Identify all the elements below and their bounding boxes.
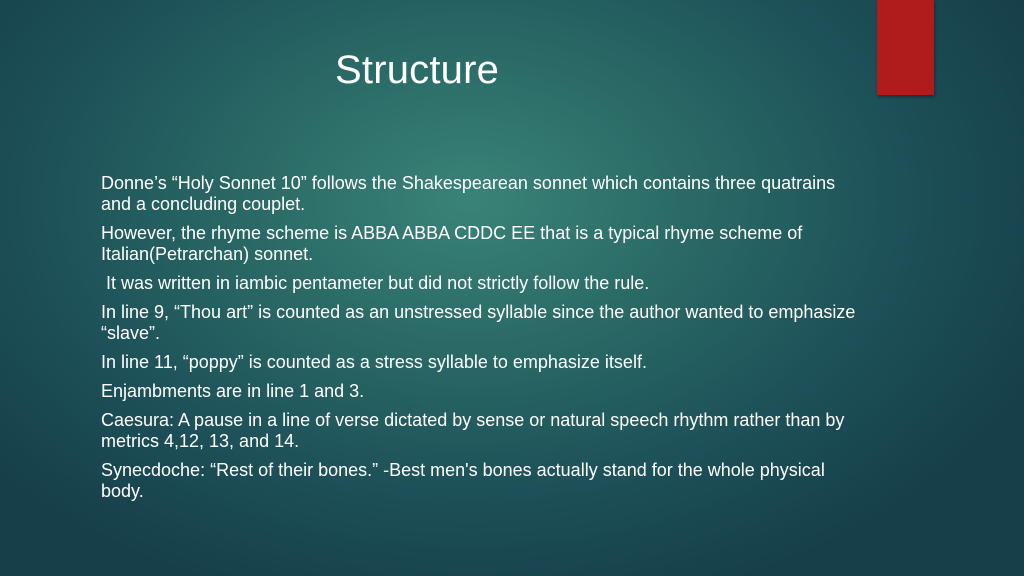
paragraph-rhyme-scheme: However, the rhyme scheme is ABBA ABBA CDDC EE that is a typical rhyme scheme of Italian(Petrarchan) sonnet. (101, 223, 803, 264)
paragraph-enjambments: Enjambments are in line 1 and 3. (101, 381, 365, 401)
slide-body (101, 173, 861, 510)
paragraph-line-9: In line 9, “Thou art” is counted as an unstressed syllable since the author wanted to emphasize “slave”. (101, 302, 856, 343)
accent-rectangle (877, 0, 934, 95)
slide-title: Structure (335, 48, 500, 92)
paragraph-structure: Donne’s “Holy Sonnet 10” follows the Shakespearean sonnet which contains three quatrains and a concluding couplet. (101, 173, 836, 214)
paragraph-synecdoche: Synecdoche: “Rest of their bones.” -Best men's bones actually stand for the whole physical body. (101, 460, 825, 501)
paragraph-meter: It was written in iambic pentameter but did not strictly follow the rule. (101, 273, 650, 293)
paragraph-line-11: In line 11, “poppy” is counted as a stress syllable to emphasize itself. (101, 352, 647, 372)
paragraph-caesura: Caesura: A pause in a line of verse dictated by sense or natural speech rhythm rather than by metrics 4,12, 13, and 14. (101, 410, 845, 451)
